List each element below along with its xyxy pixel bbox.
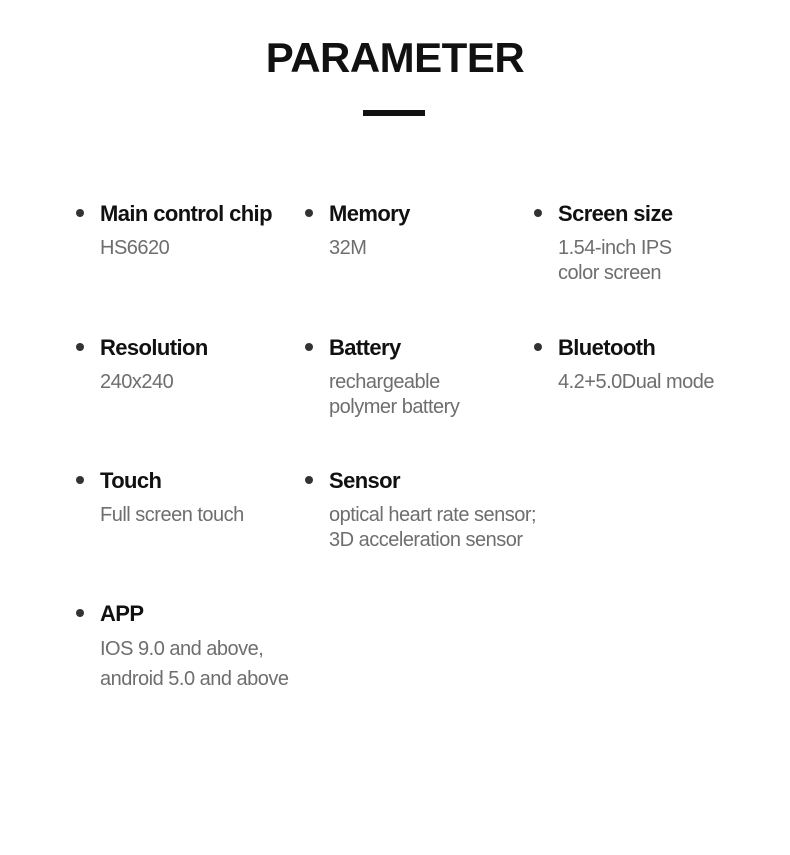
- bullet-icon: [305, 209, 313, 217]
- page-title: PARAMETER: [265, 34, 525, 81]
- param-bluetooth: [558, 334, 714, 395]
- param-value: 1.54-inch IPS color screen: [558, 237, 672, 284]
- bullet-icon: [76, 209, 84, 217]
- param-value: optical heart rate sensor; 3D acceleration sensor: [329, 504, 537, 551]
- param-battery: [329, 334, 459, 420]
- bullet-icon: [305, 476, 313, 484]
- param-label: Screen size: [558, 201, 673, 226]
- bullet-icon: [76, 476, 84, 484]
- param-touch: [100, 467, 244, 528]
- param-label: Resolution: [100, 335, 208, 360]
- param-label: Memory: [329, 201, 410, 226]
- param-memory: [329, 200, 410, 261]
- param-value: 32M: [329, 237, 367, 259]
- title-underline-divider: [363, 110, 425, 116]
- param-label: Bluetooth: [558, 335, 656, 360]
- param-main-control-chip: [100, 200, 272, 261]
- param-value: HS6620: [100, 237, 170, 259]
- param-label: Sensor: [329, 468, 400, 493]
- bullet-icon: [534, 209, 542, 217]
- param-label: Touch: [100, 468, 162, 493]
- bullet-icon: [534, 343, 542, 351]
- bullet-icon: [76, 609, 84, 617]
- param-label: Battery: [329, 335, 401, 360]
- bullet-icon: [305, 343, 313, 351]
- param-label: APP: [100, 601, 144, 626]
- param-sensor: [329, 467, 536, 553]
- param-value: Full screen touch: [100, 504, 244, 526]
- param-value: IOS 9.0 and above, android 5.0 and above: [100, 638, 289, 690]
- param-resolution: [100, 334, 208, 395]
- param-screen-size: [558, 200, 672, 286]
- param-label: Main control chip: [100, 201, 272, 226]
- param-app: [100, 600, 289, 694]
- param-value: 4.2+5.0Dual mode: [558, 371, 715, 393]
- bullet-icon: [76, 343, 84, 351]
- param-value: rechargeable polymer battery: [329, 371, 460, 418]
- param-value: 240x240: [100, 371, 174, 393]
